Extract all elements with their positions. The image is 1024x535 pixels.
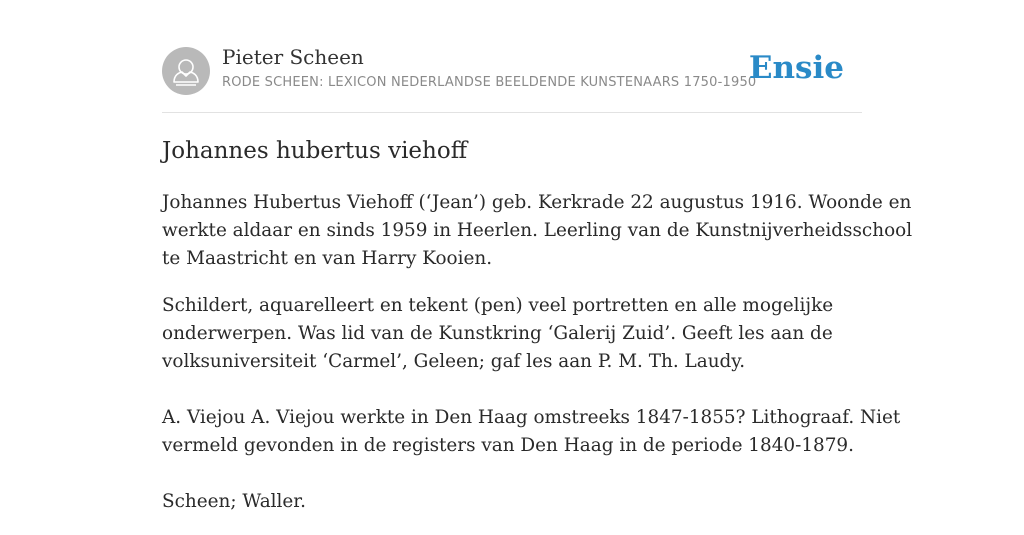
article-body xyxy=(162,189,913,535)
paragraph-line: volksuniversiteit ‘Carmel’, Geleen; gaf les aan P. M. Th. Laudy. xyxy=(162,351,746,372)
paragraph-line: te Maastricht en van Harry Kooien. xyxy=(162,248,493,269)
article-title: Johannes hubertus viehoff xyxy=(162,138,468,164)
article-header xyxy=(162,0,862,113)
paragraph-line: werkte aldaar en sinds 1959 in Heerlen. Leerling van de Kunstnijverheidsschool xyxy=(162,220,913,241)
source-name[interactable]: RODE SCHEEN: LEXICON NEDERLANDSE BEELDENDE KUNSTENAARS 1750-1950 xyxy=(222,75,757,90)
article-card xyxy=(162,0,913,512)
paragraph-line: A. Viejou A. Viejou werkte in Den Haag omstreeks 1847-1855? Lithograaf. Niet xyxy=(162,407,901,428)
author-name[interactable]: Pieter Scheen xyxy=(222,45,364,69)
user-outline-icon xyxy=(162,47,210,95)
paragraph-line: Johannes Hubertus Viehoff (‘Jean’) geb. Kerkrade 22 augustus 1916. Woonde en xyxy=(162,192,912,213)
user-avatar[interactable] xyxy=(162,47,210,95)
paragraph-1 xyxy=(162,189,913,273)
paragraph-3 xyxy=(162,404,901,460)
paragraph-line: Schildert, aquarelleert en tekent (pen) veel portretten en alle mogelijke xyxy=(162,295,834,316)
paragraph-2 xyxy=(162,292,862,376)
paragraph-line: Scheen; Waller. xyxy=(162,491,306,512)
ensie-logo[interactable]: Ensie xyxy=(748,50,844,86)
paragraph-line: onderwerpen. Was lid van de Kunstkring ‘Galerij Zuid’. Geeft les aan de xyxy=(162,323,833,344)
paragraph-line: vermeld gevonden in de registers van Den Haag in de periode 1840-1879. xyxy=(162,435,854,456)
